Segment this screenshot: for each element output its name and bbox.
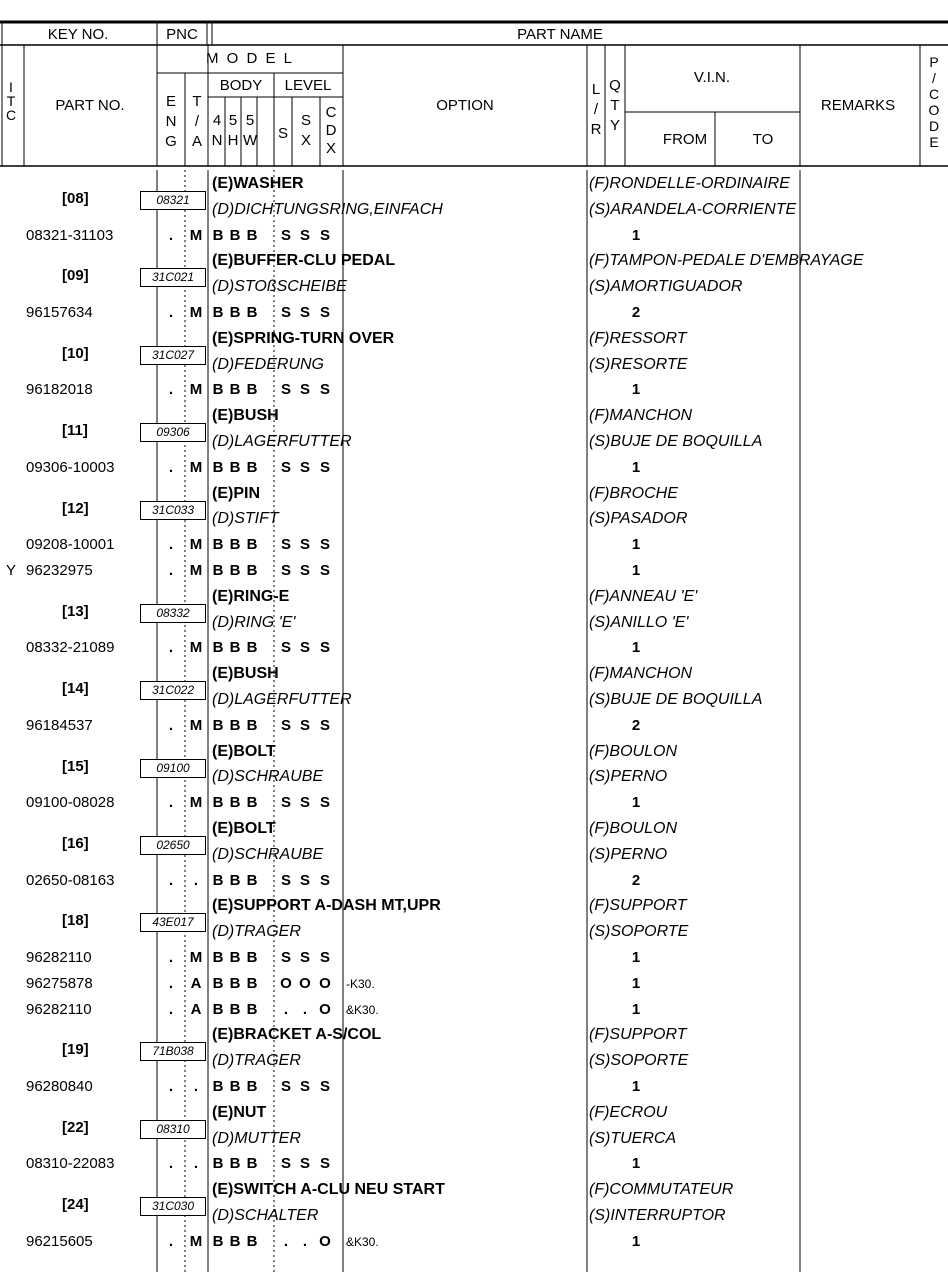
part-name-spanish: (S)BUJE DE BOQUILLA (589, 691, 763, 708)
pnc-box: 08332 (140, 604, 206, 623)
part-name-english: (E)RING-E (212, 587, 290, 605)
body-header: BODY (219, 77, 263, 94)
body-value: B (246, 381, 258, 399)
key-number: [10] (62, 344, 89, 362)
body-value: B (229, 304, 241, 321)
pnc-box: 31C027 (140, 346, 206, 365)
part-name-german: (D)RING 'E' (212, 613, 296, 631)
part-number: 96275878 (26, 974, 93, 992)
pnc-box: 71B038 (140, 1042, 206, 1061)
body-value: B (229, 536, 241, 554)
part-number: 08310-22083 (26, 1155, 115, 1173)
ta-value: M (189, 381, 203, 399)
pnc-box: 02650 (140, 836, 206, 855)
part-name-spanish: (S)PERNO (589, 768, 668, 786)
body-value: B (229, 381, 241, 399)
key-number: [11] (62, 422, 88, 440)
ta-value: M (189, 949, 203, 966)
level-value: S (319, 949, 330, 966)
part-name-spanish: (S)TUERCA (589, 1129, 677, 1147)
quantity: 1 (631, 1155, 641, 1173)
body-col-5h: 5 H (227, 112, 239, 149)
level-value: . (283, 1000, 289, 1018)
body-value: B (212, 639, 224, 657)
quantity: 2 (631, 304, 641, 321)
part-name-spanish: (S)RESORTE (589, 355, 688, 373)
key-number: [08] (62, 189, 89, 207)
body-value: B (229, 1078, 241, 1095)
body-value: B (229, 562, 241, 579)
part-name-french: (F)ECROU (589, 1103, 668, 1121)
part-number: 96282110 (26, 949, 92, 966)
quantity: 1 (631, 1232, 641, 1250)
body-value: B (246, 536, 258, 554)
part-number: 96282110 (26, 1000, 92, 1018)
key-number: [18] (62, 912, 89, 930)
part-name-spanish: (S)SOPORTE (589, 923, 689, 941)
quantity: 2 (631, 716, 641, 734)
part-name-english: (E)BRACKET A-S/COL (212, 1026, 382, 1044)
body-value: B (229, 1000, 241, 1018)
part-name-spanish: (S)INTERRUPTOR (589, 1207, 726, 1224)
level-value: S (319, 536, 330, 554)
level-value: S (280, 458, 291, 476)
option-code: -K30. (346, 976, 375, 991)
lr-header: L / R (590, 81, 602, 138)
eng-value: . (168, 794, 174, 812)
part-name-french: (F)RONDELLE-ORDINAIRE (589, 175, 790, 192)
key-number: [16] (62, 834, 89, 852)
level-value: S (319, 381, 330, 399)
part-name-english: (E)PIN (212, 484, 260, 502)
level-value: S (280, 304, 291, 321)
body-value: B (246, 1155, 258, 1173)
table-header (0, 0, 948, 170)
level-value: S (319, 639, 330, 657)
eng-value: . (168, 1155, 174, 1173)
ta-value: M (189, 716, 203, 734)
level-col-cdx: C D X (325, 104, 337, 157)
level-value: S (280, 536, 291, 554)
level-value: O (319, 974, 331, 992)
part-name-english: (E)BUSH (212, 665, 279, 683)
level-value: S (280, 716, 291, 734)
level-value: S (280, 794, 291, 812)
part-number: 96182018 (26, 381, 93, 399)
part-name-english: (E)BUFFER-CLU PEDAL (212, 252, 396, 270)
ta-value: M (189, 1232, 203, 1250)
body-value: B (212, 304, 224, 321)
part-name-spanish: (S)BUJE DE BOQUILLA (589, 433, 763, 450)
itc-header: I T C (5, 79, 17, 123)
level-value: O (319, 1000, 331, 1018)
body-value: B (229, 949, 241, 966)
level-value: S (280, 1155, 291, 1173)
level-value: S (299, 794, 310, 812)
model-header: M O D E L (205, 50, 295, 67)
level-value: S (319, 1078, 330, 1095)
part-name-german: (D)DICHTUNGSRING,EINFACH (212, 200, 443, 218)
header-grid (0, 0, 948, 170)
pnc-box: 09100 (140, 759, 206, 778)
body-value: B (229, 639, 241, 657)
body-value: B (246, 1232, 258, 1250)
pcode-header: P / C O D E (928, 54, 940, 150)
part-name-english: (E)NUT (212, 1103, 267, 1121)
part-number: 96215605 (26, 1232, 93, 1250)
body-value: B (246, 974, 258, 992)
eng-value: . (168, 381, 174, 399)
part-name-french: (F)BOULON (589, 742, 677, 760)
body-value: B (246, 639, 258, 657)
key-number: [09] (62, 267, 89, 285)
eng-value: . (168, 458, 174, 476)
key-number: [15] (62, 757, 89, 775)
quantity: 1 (631, 639, 641, 657)
part-name-german: (D)TRAGER (212, 923, 301, 941)
part-name-english: (E)BOLT (212, 820, 276, 837)
body-value: B (212, 871, 224, 889)
pnc-box: 43E017 (140, 913, 206, 932)
itc-code: Y (6, 562, 17, 579)
part-name-french: (F)SUPPORT (589, 1026, 687, 1044)
part-name-spanish: (S)ARANDELA-CORRIENTE (589, 200, 797, 218)
body-value: B (212, 458, 224, 476)
part-name-french: (F)BOULON (589, 820, 677, 837)
body-value: B (246, 304, 258, 321)
part-number: 09208-10001 (26, 536, 115, 554)
body-value: B (212, 226, 224, 244)
vin-header: V.I.N. (693, 69, 731, 86)
key-number: [13] (62, 602, 89, 620)
pnc-box: 31C030 (140, 1197, 206, 1216)
eng-header: E N G (165, 93, 177, 150)
part-number: 09100-08028 (26, 794, 115, 812)
quantity: 2 (631, 871, 641, 889)
key-number: [22] (62, 1118, 89, 1136)
body-value: B (246, 716, 258, 734)
part-name-german: (D)SCHRAUBE (212, 845, 324, 863)
pnc-box: 31C021 (140, 268, 206, 287)
part-name-spanish: (S)PASADOR (589, 510, 688, 528)
level-value: S (319, 1155, 330, 1173)
part-name-german: (D)LAGERFUTTER (212, 691, 352, 708)
quantity: 1 (631, 562, 641, 579)
level-value: S (280, 871, 291, 889)
level-value: S (299, 1155, 310, 1173)
part-name-german: (D)LAGERFUTTER (212, 433, 352, 450)
body-value: B (212, 794, 224, 812)
column-lines (0, 170, 948, 1272)
part-name-german: (D)SCHRAUBE (212, 768, 324, 786)
body-col-5w: 5 W (243, 112, 258, 149)
vin-to-header: TO (752, 131, 774, 148)
quantity: 1 (631, 226, 641, 244)
part-no-header: PART NO. (55, 97, 125, 114)
part-name-german: (D)STIFT (212, 510, 279, 528)
eng-value: . (168, 304, 174, 321)
body-col-4n: 4 N (211, 112, 223, 149)
part-name-spanish: (S)ANILLO 'E' (589, 613, 689, 631)
level-header: LEVEL (284, 77, 332, 94)
level-value: S (299, 871, 310, 889)
body-value: B (212, 562, 224, 579)
level-value: S (299, 1078, 310, 1095)
part-name-french: (F)TAMPON-PEDALE D'EMBRAYAGE (589, 252, 864, 270)
level-col-sx: S X (300, 112, 311, 149)
option-header: OPTION (436, 97, 494, 114)
level-value: S (299, 949, 310, 966)
level-value: S (319, 871, 330, 889)
level-value: S (280, 226, 291, 244)
body-value: B (246, 949, 258, 966)
ta-value: A (190, 974, 202, 992)
part-name-german: (D)SCHALTER (212, 1207, 319, 1224)
part-name-english: (E)SWITCH A-CLU NEU START (212, 1181, 445, 1199)
quantity: 1 (631, 1078, 641, 1095)
body-value: B (246, 1078, 258, 1095)
level-value: S (280, 949, 291, 966)
eng-value: . (168, 871, 174, 889)
pnc-box: 08321 (140, 191, 206, 210)
quantity: 1 (631, 536, 641, 554)
option-code: &K30. (346, 1234, 379, 1249)
quantity: 1 (631, 949, 641, 966)
ta-value: . (193, 1155, 199, 1173)
body-value: B (212, 716, 224, 734)
part-name-french: (F)MANCHON (589, 665, 693, 683)
pnc-box: 31C022 (140, 681, 206, 700)
part-name-french: (F)ANNEAU 'E' (589, 587, 698, 605)
part-name-english: (E)BOLT (212, 742, 276, 760)
part-name-spanish: (S)PERNO (589, 845, 668, 863)
remarks-header: REMARKS (820, 97, 896, 114)
level-value: S (299, 226, 310, 244)
body-value: B (229, 794, 241, 812)
level-value: S (299, 639, 310, 657)
part-name-spanish: (S)AMORTIGUADOR (589, 278, 743, 296)
ta-value: M (189, 458, 203, 476)
body-value: B (212, 1000, 224, 1018)
quantity: 1 (631, 458, 641, 476)
pnc-header: PNC (166, 26, 198, 43)
key-number: [19] (62, 1041, 89, 1059)
body-value: B (212, 1155, 224, 1173)
body-value: B (212, 1078, 224, 1095)
vin-from-header: FROM (662, 131, 708, 148)
ta-value: M (189, 639, 203, 657)
part-name-english: (E)BUSH (212, 407, 279, 425)
level-value: S (319, 794, 330, 812)
level-value: . (302, 1000, 308, 1018)
eng-value: . (168, 716, 174, 734)
body-value: B (246, 871, 258, 889)
part-name-english: (E)WASHER (212, 175, 304, 192)
key-no-header: KEY NO. (47, 26, 109, 43)
level-value: S (319, 304, 330, 321)
body-value: B (212, 949, 224, 966)
ta-value: M (189, 304, 203, 321)
level-value: O (319, 1232, 331, 1250)
body-value: B (246, 562, 258, 579)
body-value: B (229, 1232, 241, 1250)
part-number: 08321-31103 (26, 226, 114, 244)
body-value: B (246, 1000, 258, 1018)
level-col-s: S (277, 125, 288, 142)
level-value: S (319, 226, 330, 244)
eng-value: . (168, 536, 174, 554)
level-value: . (302, 1232, 308, 1250)
level-value: S (299, 562, 310, 579)
eng-value: . (168, 1000, 174, 1018)
eng-value: . (168, 1232, 174, 1250)
quantity: 1 (631, 381, 641, 399)
quantity: 1 (631, 1000, 641, 1018)
eng-value: . (168, 226, 174, 244)
key-number: [14] (62, 680, 89, 698)
ta-value: . (193, 1078, 199, 1095)
eng-value: . (168, 1078, 174, 1095)
part-name-english: (E)SPRING-TURN OVER (212, 329, 395, 347)
level-value: S (299, 458, 310, 476)
ta-value: M (189, 794, 203, 812)
part-name-spanish: (S)SOPORTE (589, 1052, 689, 1070)
body-value: B (229, 974, 241, 992)
level-value: O (299, 974, 311, 992)
quantity: 1 (631, 794, 641, 812)
level-value: S (280, 562, 291, 579)
ta-value: M (189, 536, 203, 554)
level-value: S (299, 381, 310, 399)
pnc-box: 31C033 (140, 501, 206, 520)
part-name-german: (D)FEDERUNG (212, 355, 324, 373)
part-name-french: (F)BROCHE (589, 484, 678, 502)
body-value: B (229, 458, 241, 476)
level-value: S (319, 716, 330, 734)
part-name-german: (D)MUTTER (212, 1129, 301, 1147)
body-value: B (212, 974, 224, 992)
key-number: [12] (62, 499, 89, 517)
body-value: B (229, 1155, 241, 1173)
eng-value: . (168, 639, 174, 657)
part-name-header: PART NAME (517, 26, 603, 43)
ta-value: M (189, 562, 203, 579)
part-name-french: (F)SUPPORT (589, 897, 687, 915)
level-value: S (299, 716, 310, 734)
body-value: B (246, 226, 258, 244)
level-value: S (299, 304, 310, 321)
part-name-french: (F)RESSORT (589, 329, 687, 347)
ta-value: M (189, 226, 203, 244)
pnc-box: 09306 (140, 423, 206, 442)
level-value: S (319, 562, 330, 579)
body-value: B (212, 536, 224, 554)
level-value: O (280, 974, 292, 992)
part-number: 96184537 (26, 716, 93, 734)
part-number: 96280840 (26, 1078, 93, 1095)
level-value: S (280, 381, 291, 399)
part-name-french: (F)MANCHON (589, 407, 693, 425)
part-number: 96157634 (26, 304, 93, 321)
part-name-german: (D)TRAGER (212, 1052, 301, 1070)
part-number: 02650-08163 (26, 871, 115, 889)
body-value: B (212, 381, 224, 399)
qty-header: Q T Y (609, 77, 621, 134)
eng-value: . (168, 949, 174, 966)
body-value: B (229, 226, 241, 244)
quantity: 1 (631, 974, 641, 992)
level-value: S (280, 639, 291, 657)
ta-value: A (190, 1000, 202, 1018)
part-number: 09306-10003 (26, 458, 115, 476)
key-number: [24] (62, 1196, 89, 1214)
body-value: B (212, 1232, 224, 1250)
eng-value: . (168, 974, 174, 992)
eng-value: . (168, 562, 174, 579)
body-value: B (229, 871, 241, 889)
level-value: . (283, 1232, 289, 1250)
level-value: S (280, 1078, 291, 1095)
part-name-english: (E)SUPPORT A-DASH MT,UPR (212, 897, 441, 915)
level-value: S (299, 536, 310, 554)
ta-value: . (193, 871, 199, 889)
ta-header: T / A (191, 93, 202, 150)
part-name-french: (F)COMMUTATEUR (589, 1181, 734, 1199)
body-value: B (246, 458, 258, 476)
part-number: 08332-21089 (26, 639, 115, 657)
body-value: B (246, 794, 258, 812)
body-value: B (229, 716, 241, 734)
option-code: &K30. (346, 1002, 379, 1017)
part-name-german: (D)STOßSCHEIBE (212, 278, 347, 296)
level-value: S (319, 458, 330, 476)
pnc-box: 08310 (140, 1120, 206, 1139)
part-number: 96232975 (26, 562, 93, 579)
